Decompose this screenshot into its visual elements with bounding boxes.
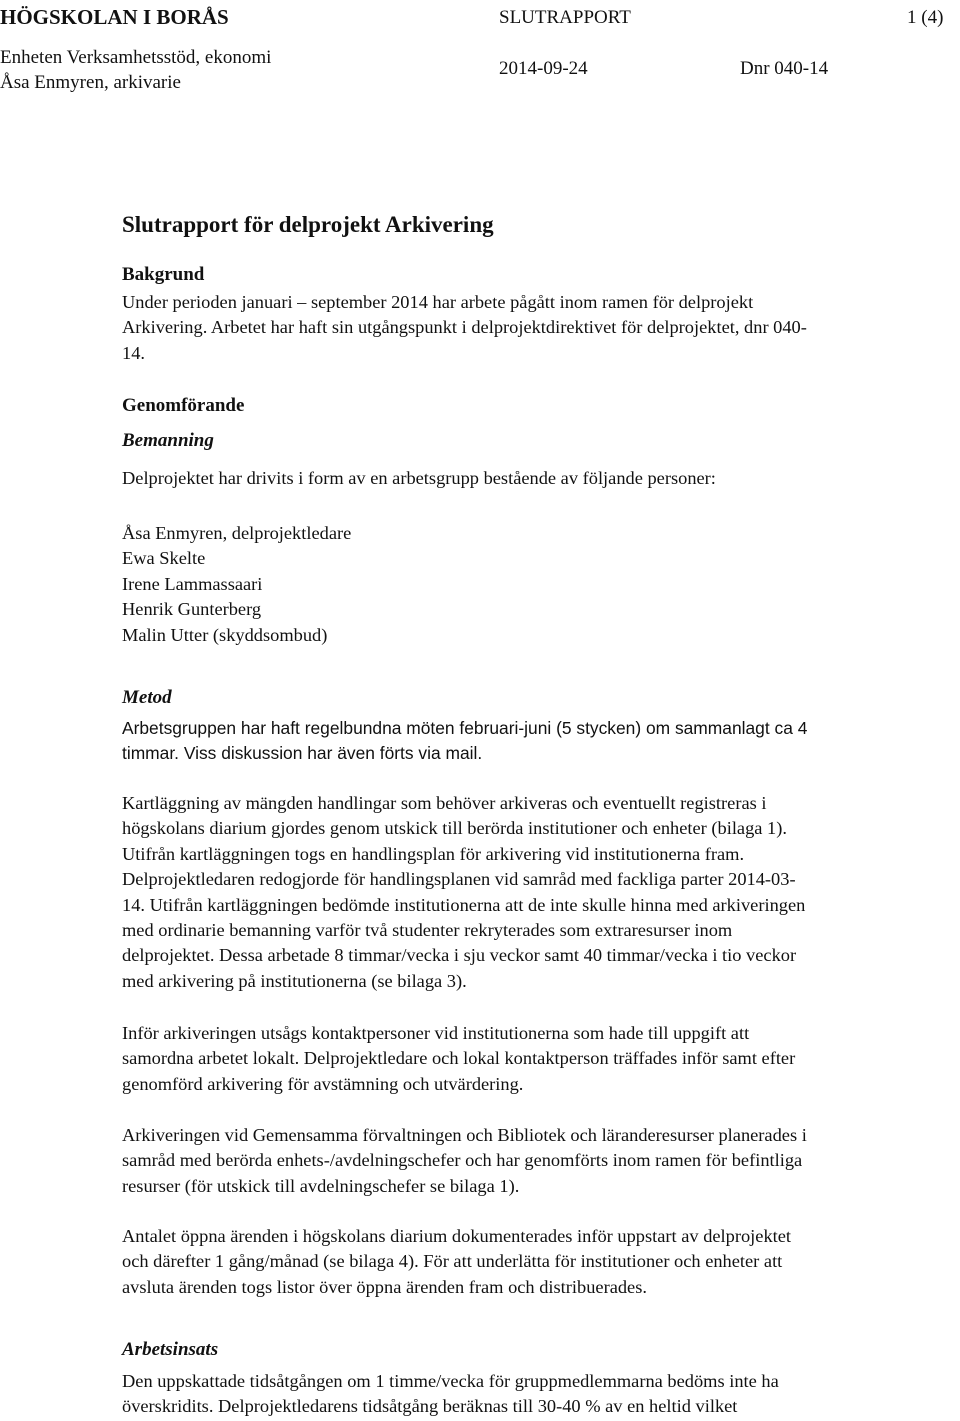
- text-line: avsluta ärenden togs listor över öppna ärenden fram och distribuerades.: [122, 1276, 647, 1297]
- text-line: resurser (för utskick till avdelningschefer se bilaga 1).: [122, 1175, 520, 1196]
- institution-name: HÖGSKOLAN I BORÅS: [0, 5, 229, 29]
- paragraph-arbetsinsats: [122, 1369, 779, 1420]
- paragraph-metod-meetings: [122, 716, 807, 767]
- text-line: samordna arbetet lokalt. Delprojektledare och lokal kontaktperson träffades inför samt efter: [122, 1048, 796, 1069]
- text-line: Arbetsgruppen har haft regelbundna möten februari-juni (5 stycken) om sammanlagt ca 4: [122, 718, 808, 738]
- team-member: Malin Utter (skyddsombud): [122, 624, 328, 645]
- text-line: och därefter 1 gång/månad (se bilaga 4). För att underlätta för institutioner och enheter att: [122, 1251, 783, 1272]
- paragraph-metod-administration: [122, 1123, 807, 1199]
- team-member: Irene Lammassaari: [122, 573, 263, 594]
- text-line: Inför arkiveringen utsågs kontaktpersoner vid institutionerna som hade till uppgift att: [122, 1023, 750, 1043]
- subsection-heading-arbetsinsats: Arbetsinsats: [122, 1339, 219, 1360]
- text-line: överskridits. Delprojektledarens tidsåtgång beräknas till 30-40 % av en heltid vilket: [122, 1396, 738, 1417]
- team-member-list: [122, 521, 351, 648]
- text-line: Den uppskattade tidsåtgången om 1 timme/vecka för gruppmedlemmarna bedöms inte ha: [122, 1371, 779, 1391]
- section-heading-bakgrund: Bakgrund: [122, 264, 205, 285]
- paragraph-metod-open-cases: [122, 1224, 791, 1300]
- text-line: Delprojektledaren redogjorde för handlingsplanen vid samråd med fackliga parter 2014-03-: [122, 869, 796, 890]
- text-line: delprojektet. Dessa arbetade 8 timmar/vecka i sju veckor samt 40 timmar/vecka i tio veckor: [122, 945, 797, 966]
- team-member: Ewa Skelte: [122, 548, 206, 569]
- subsection-heading-bemanning: Bemanning: [122, 430, 214, 451]
- section-heading-genomforande: Genomförande: [122, 395, 245, 416]
- text-line: Arkiveringen vid Gemensamma förvaltningen och Bibliotek och läranderesurser planerades i: [122, 1125, 807, 1145]
- text-line: Arkivering. Arbetet har haft sin utgångspunkt i delprojektdirektivet för delprojektet, dnr 040-: [122, 317, 807, 338]
- text-line: timmar. Viss diskussion har även förts via mail.: [122, 743, 483, 764]
- text-line: Utifrån kartläggningen togs en handlingsplan för arkivering vid institutionerna fram.: [122, 843, 745, 864]
- paragraph-metod-contacts: [122, 1021, 795, 1097]
- text-line: högskolans diarium gjordes genom utskick till berörda institutioner och enheter (bilaga 1).: [122, 818, 787, 839]
- text-line: med arkivering på institutionerna (se bilaga 3).: [122, 970, 467, 991]
- registration-number: Dnr 040-14: [740, 58, 829, 79]
- author-name: Åsa Enmyren, arkivarie: [0, 72, 181, 93]
- text-line: Under perioden januari – september 2014 har arbete pågått inom ramen för delprojekt: [122, 292, 754, 312]
- team-member: Åsa Enmyren, delprojektledare: [122, 523, 352, 543]
- document-date: 2014-09-24: [499, 58, 588, 79]
- page-number: 1 (4): [907, 7, 944, 28]
- document-title: Slutrapport för delprojekt Arkivering: [122, 212, 494, 237]
- subsection-heading-metod: Metod: [122, 687, 172, 708]
- text-line: med ordinarie bemanning varför två studenter rekryterades som extraresurser inom: [122, 920, 733, 941]
- paragraph-bemanning-intro: [122, 466, 716, 491]
- text-line: 14.: [122, 342, 145, 363]
- text-line: Antalet öppna ärenden i högskolans diarium dokumenterades inför uppstart av delprojektet: [122, 1226, 792, 1246]
- paragraph-bakgrund: [122, 290, 807, 366]
- unit-name: Enheten Verksamhetsstöd, ekonomi: [0, 47, 272, 68]
- team-member: Henrik Gunterberg: [122, 599, 262, 620]
- text-line: Delprojektet har drivits i form av en arbetsgrupp bestående av följande personer:: [122, 468, 716, 488]
- document-type: SLUTRAPPORT: [499, 7, 631, 28]
- text-line: 14. Utifrån kartläggningen bedömde institutionerna att de inte skulle hinna med arkiveringen: [122, 894, 806, 915]
- text-line: samråd med berörda enhets-/avdelningschefer och har genomförts inom ramen för befintliga: [122, 1150, 803, 1171]
- text-line: Kartläggning av mängden handlingar som behöver arkiveras och eventuellt registreras i: [122, 793, 767, 813]
- text-line: genomförd arkivering för avstämning och utvärdering.: [122, 1073, 524, 1094]
- paragraph-metod-mapping: [122, 791, 805, 994]
